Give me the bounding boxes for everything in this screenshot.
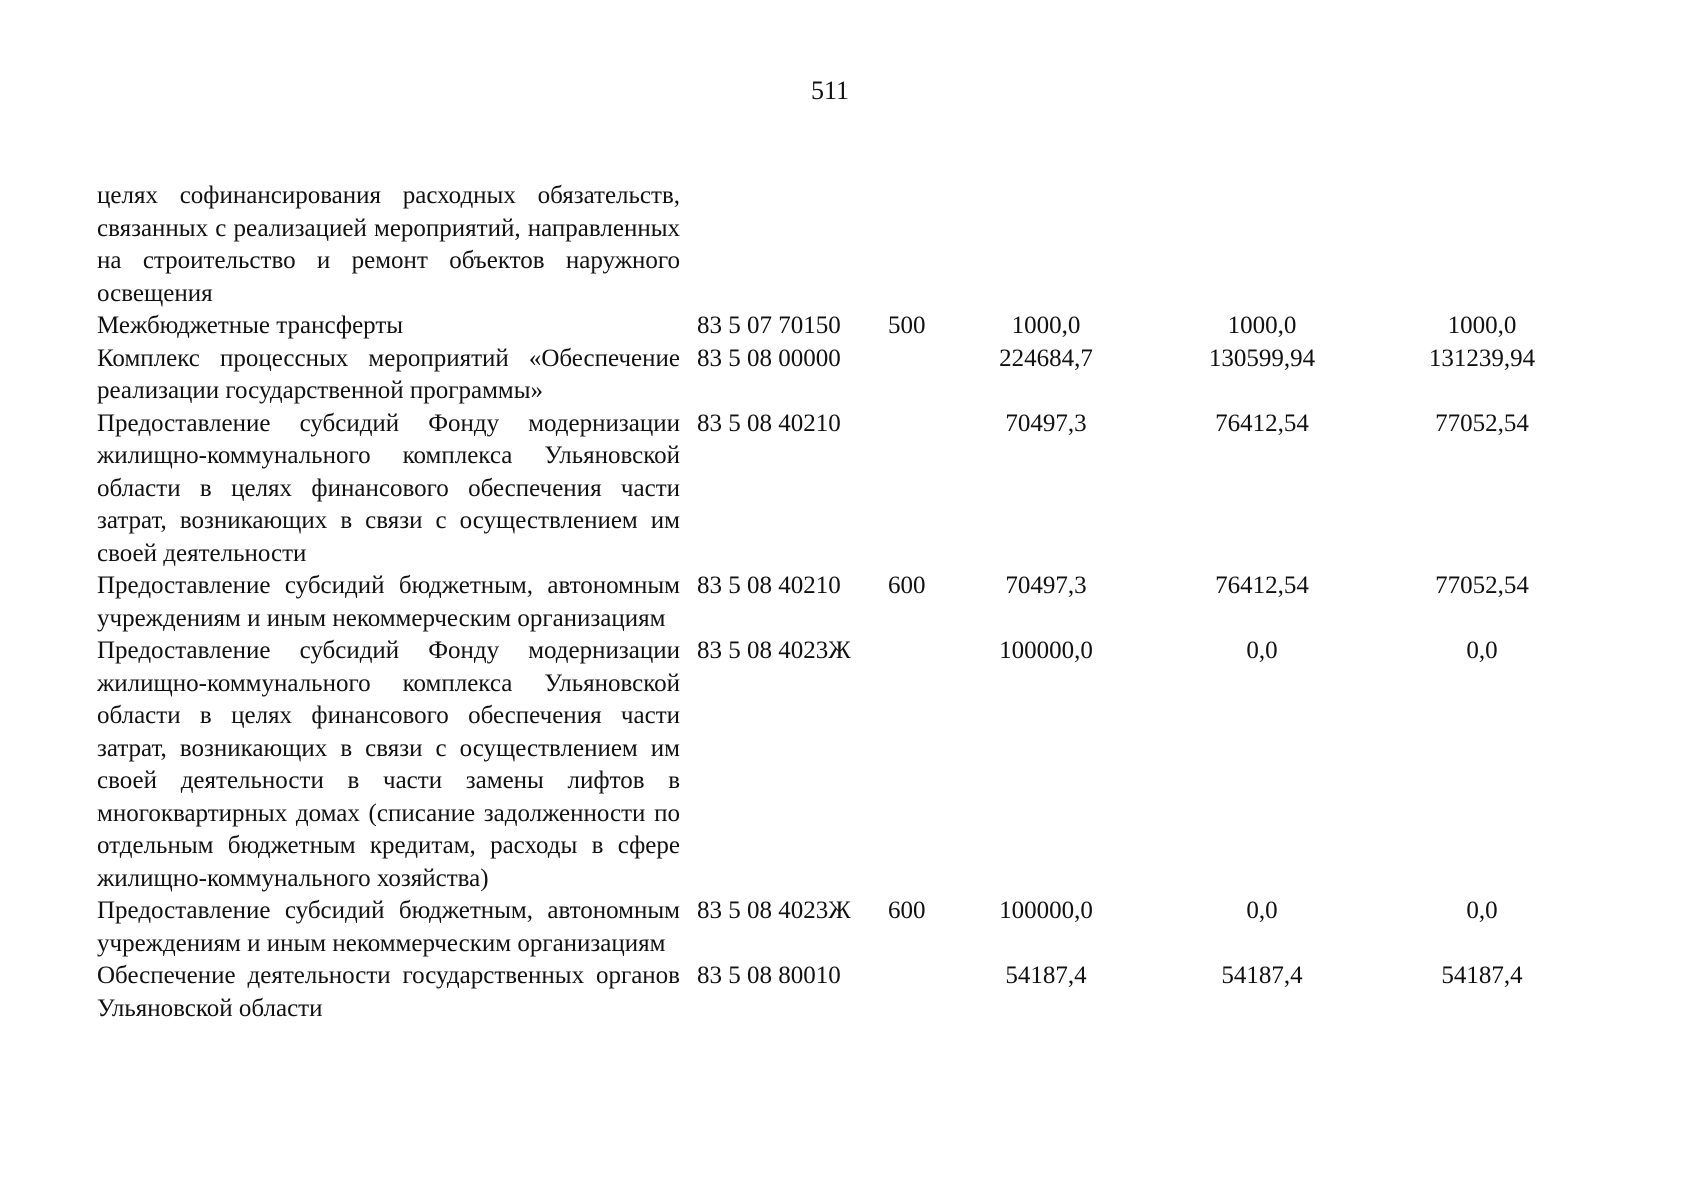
budget-table xyxy=(97,180,1557,1025)
row-amount-year2: 76412,54 xyxy=(1215,409,1309,437)
row-amount-year3: 0,0 xyxy=(1466,637,1498,664)
row-code: 83 5 08 00000 xyxy=(697,344,841,372)
row-description: Предоставление субсидий Фонду модернизации жилищно-коммунального комплекса Ульяновской области в целях финансового обеспечения части затрат, возникающих в связи с осуществлением им своей деятельности в части замены лифтов в многоквартирных домах (списание задолженности по отдельным бюджетным кредитам, расходы в сфере жилищно-коммунального хозяйства) xyxy=(97,637,680,892)
table-row xyxy=(97,635,1557,895)
row-amount-year3: 77052,54 xyxy=(1435,572,1529,599)
table-row xyxy=(97,180,1557,310)
row-amount-year3: 131239,94 xyxy=(1428,344,1536,372)
row-code: 83 5 08 4023Ж xyxy=(697,637,851,664)
row-amount-year1: 54187,4 xyxy=(1005,962,1087,989)
row-description: Обеспечение деятельности государственных органов Ульяновской области xyxy=(97,962,680,1022)
row-amount-year2: 0,0 xyxy=(1246,637,1278,664)
row-amount-year3: 77052,54 xyxy=(1435,409,1529,437)
row-description: Предоставление субсидий бюджетным, автономным учреждениям и иным некоммерческим организациям xyxy=(97,572,680,632)
row-code: 83 5 08 80010 xyxy=(697,962,841,989)
row-amount-year2: 0,0 xyxy=(1246,897,1278,924)
row-description: Межбюджетные трансферты xyxy=(97,312,404,339)
table-row xyxy=(97,343,1557,408)
row-code: 83 5 08 40210 xyxy=(697,572,841,599)
row-expense-type: 600 xyxy=(888,572,926,599)
row-description: Предоставление субсидий Фонду модернизации жилищно-коммунального комплекса Ульяновской области в целях финансового обеспечения части затрат, возникающих в связи с осуществлением им своей деятельности xyxy=(97,409,680,567)
row-amount-year1: 70497,3 xyxy=(1005,409,1087,437)
row-amount-year3: 54187,4 xyxy=(1441,962,1523,989)
row-amount-year2: 76412,54 xyxy=(1215,572,1309,599)
table-row xyxy=(97,310,1557,343)
table-row xyxy=(97,408,1557,571)
row-code: 83 5 08 4023Ж xyxy=(697,897,851,924)
page-number: 511 xyxy=(810,76,850,105)
row-description: Комплекс процессных мероприятий «Обеспечение реализации государственной программы» xyxy=(97,344,680,404)
row-amount-year3: 0,0 xyxy=(1466,897,1498,924)
row-description: целях софинансирования расходных обязательств, связанных с реализацией мероприятий, направленных на строительство и ремонт объектов наружного освещения xyxy=(97,182,680,307)
row-amount-year1: 224684,7 xyxy=(999,344,1093,372)
row-expense-type: 600 xyxy=(888,897,926,924)
row-code: 83 5 08 40210 xyxy=(697,409,841,437)
table-row xyxy=(97,895,1557,960)
row-amount-year2: 54187,4 xyxy=(1221,962,1303,989)
row-amount-year1: 100000,0 xyxy=(999,897,1093,924)
row-amount-year1: 70497,3 xyxy=(1005,572,1087,599)
table-row xyxy=(97,570,1557,635)
row-amount-year1: 100000,0 xyxy=(999,637,1093,664)
row-amount-year2: 1000,0 xyxy=(1227,312,1297,339)
table-row xyxy=(97,960,1557,1025)
row-expense-type: 500 xyxy=(888,312,926,339)
row-amount-year1: 1000,0 xyxy=(1011,312,1081,339)
row-amount-year2: 130599,94 xyxy=(1208,344,1316,372)
row-code: 83 5 07 70150 xyxy=(697,312,841,339)
row-description: Предоставление субсидий бюджетным, автономным учреждениям и иным некоммерческим организациям xyxy=(97,897,680,957)
row-amount-year3: 1000,0 xyxy=(1447,312,1517,339)
